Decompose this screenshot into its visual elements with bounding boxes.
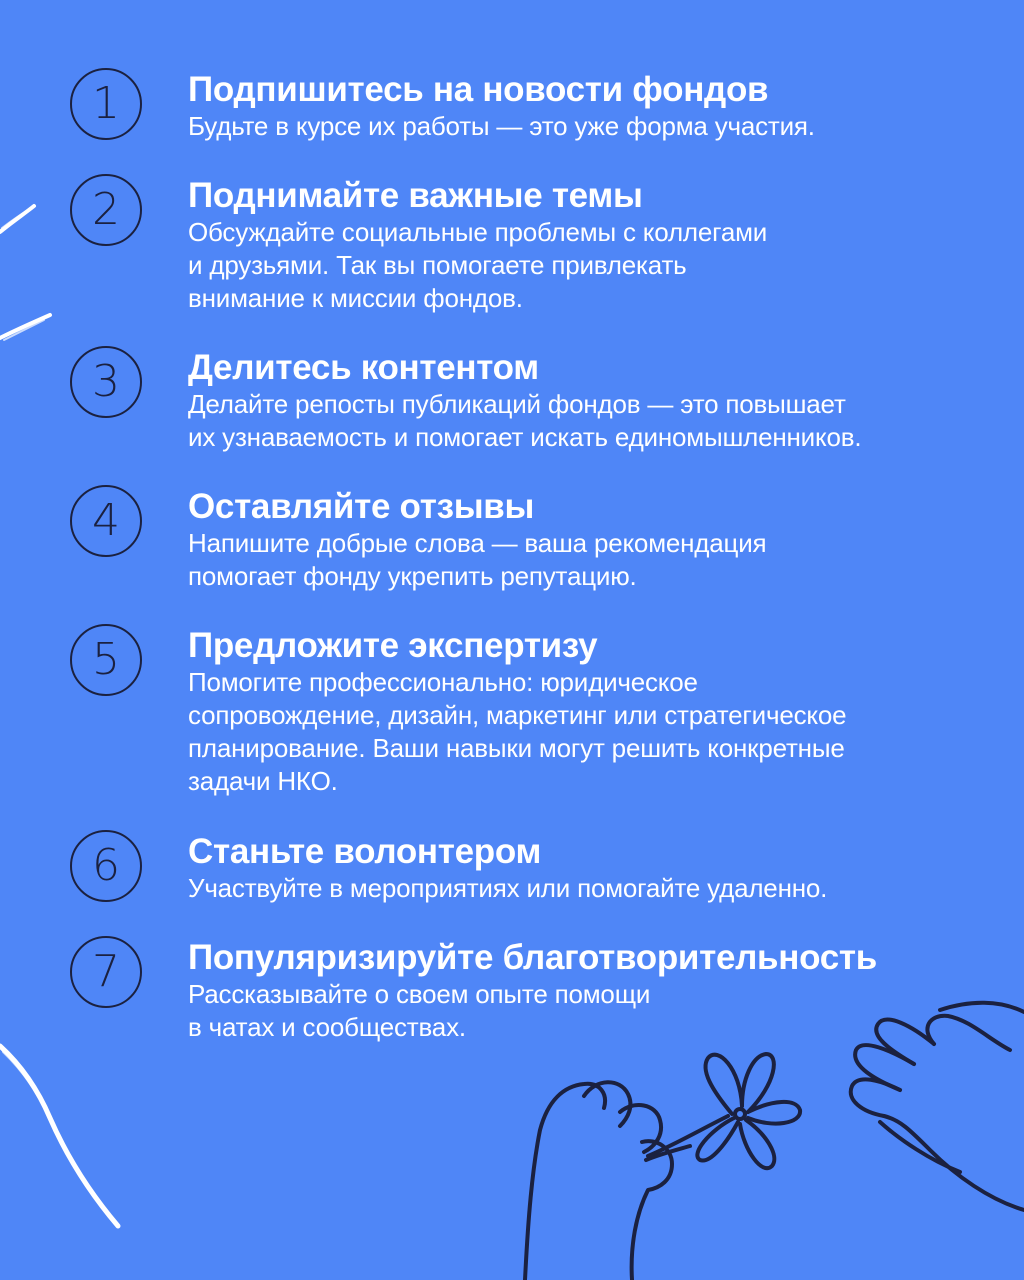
step-number-badge: 5 — [70, 624, 142, 696]
hands-giving-flower-icon — [525, 1003, 1024, 1280]
step-number-badge: 3 — [70, 346, 142, 418]
item-description — [188, 388, 968, 454]
step-number-badge: 6 — [70, 830, 142, 902]
description-line: Будьте в курсе их работы — это уже форма участия. — [188, 111, 815, 141]
item-description — [188, 527, 968, 593]
item-description — [188, 216, 968, 315]
item-title: Оставляйте отзывы — [188, 487, 535, 526]
description-line: Делайте репосты публикаций фондов — это повышает — [188, 389, 846, 419]
item-description — [188, 978, 968, 1044]
item-text — [188, 626, 968, 798]
description-line: Рассказывайте о своем опыте помощи — [188, 979, 651, 1009]
description-line: их узнаваемость и помогает искать единомышленников. — [188, 422, 862, 452]
description-line: Участвуйте в мероприятиях или помогайте удаленно. — [188, 873, 828, 903]
step-number-badge: 7 — [70, 936, 142, 1008]
item-title: Станьте волонтером — [188, 832, 542, 871]
item-title: Поднимайте важные темы — [188, 176, 643, 215]
item-title: Предложите экспертизу — [188, 626, 598, 665]
item-title: Делитесь контентом — [188, 348, 539, 387]
description-line: сопровождение, дизайн, маркетинг или стратегическое — [188, 700, 847, 730]
item-text — [188, 832, 968, 905]
item-description — [188, 872, 968, 905]
item-text — [188, 938, 968, 1044]
item-title: Популяризируйте благотворительность — [188, 938, 877, 977]
item-title: Подпишитесь на новости фондов — [188, 70, 769, 109]
description-line: планирование. Ваши навыки могут решить конкретные — [188, 733, 845, 763]
step-number-badge: 1 — [70, 68, 142, 140]
item-text — [188, 176, 968, 315]
item-text — [188, 487, 968, 593]
item-text — [188, 348, 968, 454]
description-line: помогает фонду укрепить репутацию. — [188, 561, 637, 591]
step-number-badge: 4 — [70, 485, 142, 557]
step-number-badge: 2 — [70, 174, 142, 246]
description-line: задачи НКО. — [188, 766, 338, 796]
description-line: Помогите профессионально: юридическое — [188, 667, 698, 697]
description-line: в чатах и сообществах. — [188, 1012, 466, 1042]
description-line: Напишите добрые слова — ваша рекомендация — [188, 528, 767, 558]
item-description — [188, 666, 968, 798]
description-line: внимание к миссии фондов. — [188, 283, 523, 313]
item-text — [188, 70, 968, 143]
description-line: и друзьями. Так вы помогаете привлекать — [188, 250, 687, 280]
item-description — [188, 110, 968, 143]
description-line: Обсуждайте социальные проблемы с коллегами — [188, 217, 768, 247]
